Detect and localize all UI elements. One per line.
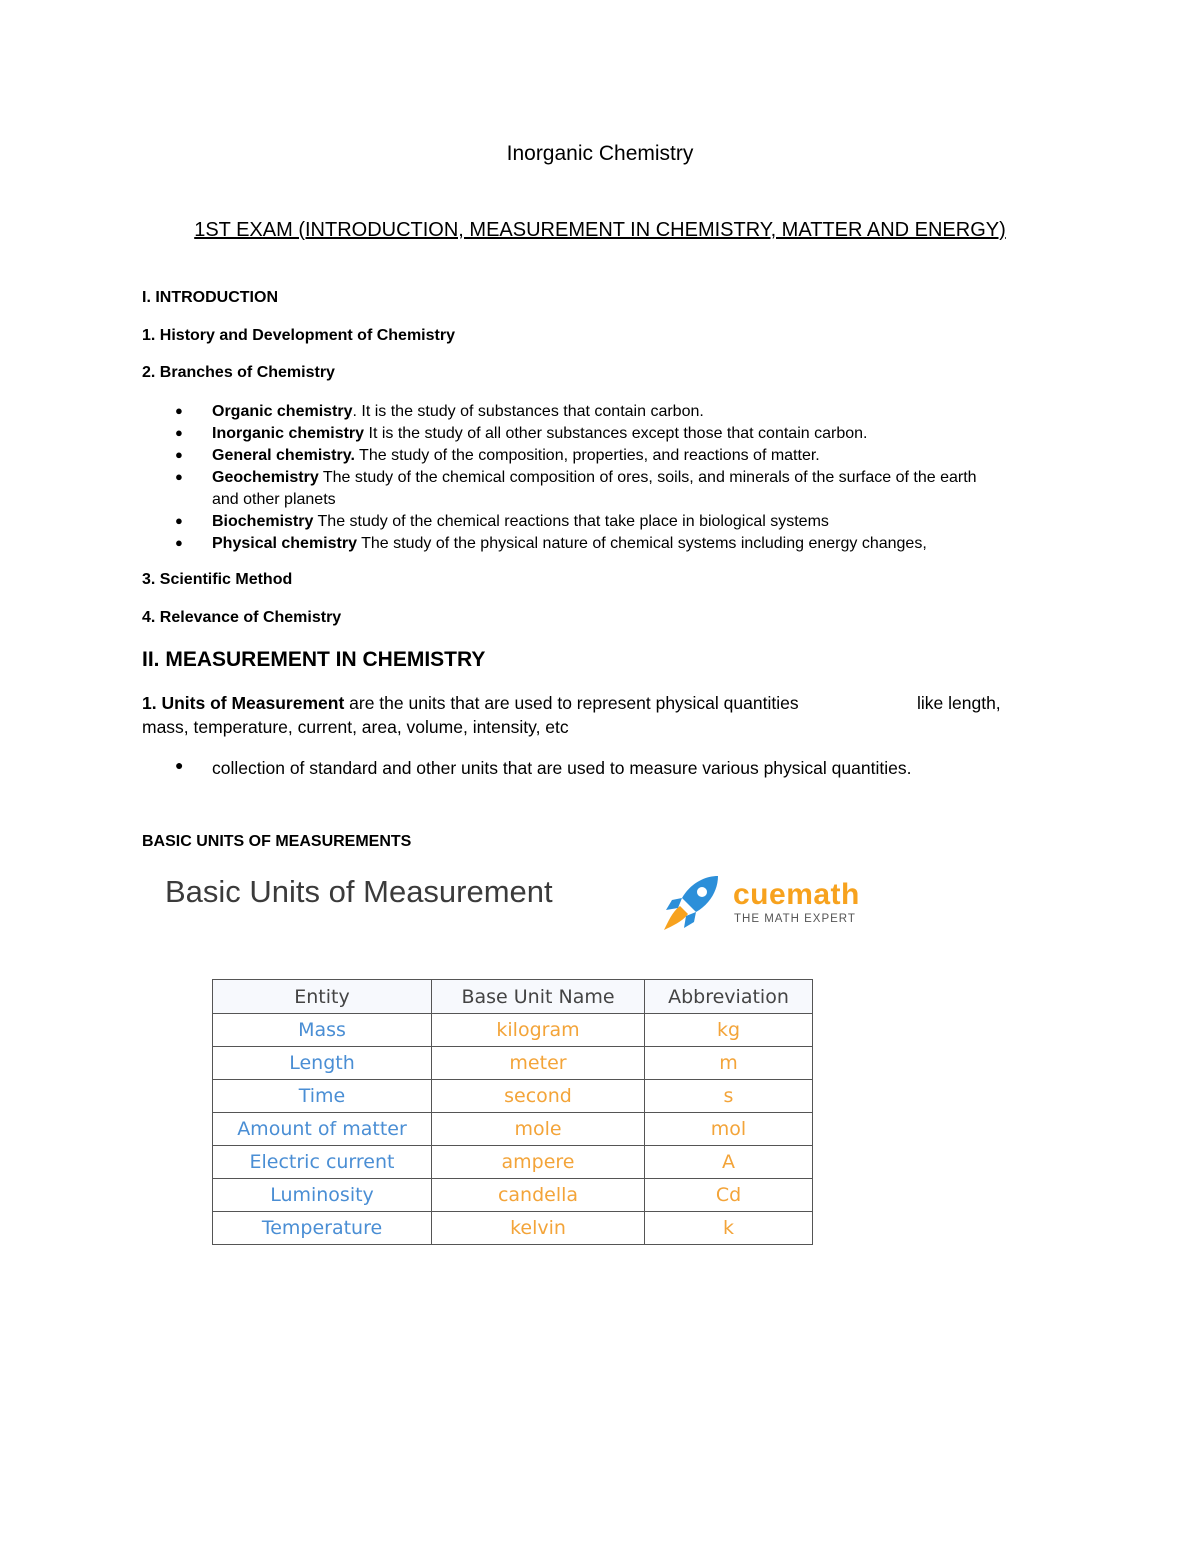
- branch-text: The study of the composition, properties, and reactions of matter.: [354, 447, 820, 464]
- entity-cell: Time: [213, 1080, 432, 1113]
- branch-term: Inorganic chemistry: [212, 425, 365, 442]
- branches-heading: 2. Branches of Chemistry: [142, 364, 335, 381]
- unit-name-cell: kelvin: [432, 1212, 645, 1245]
- branch-text: . It is the study of substances that contain carbon.: [352, 403, 704, 420]
- bullet-icon: ●: [175, 447, 183, 462]
- branch-term: Physical chemistry: [212, 535, 357, 552]
- units-paragraph-line2: mass, temperature, current, area, volume, intensity, etc: [142, 717, 569, 737]
- table-header: Entity: [213, 980, 432, 1014]
- basic-units-heading: BASIC UNITS OF MEASUREMENTS: [142, 833, 412, 850]
- entity-cell: Electric current: [213, 1146, 432, 1179]
- units-bullet-text: collection of standard and other units that are used to measure various physical quantities.: [212, 758, 912, 778]
- abbreviation-cell: s: [645, 1080, 813, 1113]
- relevance-heading: 4. Relevance of Chemistry: [142, 609, 342, 626]
- units-table: [212, 979, 813, 1245]
- table-header: Base Unit Name: [432, 980, 645, 1014]
- table-row: [213, 1179, 813, 1212]
- table-row: [213, 1014, 813, 1047]
- abbreviation-cell: mol: [645, 1113, 813, 1146]
- abbreviation-cell: Cd: [645, 1179, 813, 1212]
- branch-text-continued: and other planets: [212, 491, 336, 508]
- scientific-method-heading: 3. Scientific Method: [142, 571, 293, 588]
- branch-text: The study of the chemical reactions that take place in biological systems: [313, 513, 829, 530]
- branch-text: The study of the physical nature of chemical systems including energy changes,: [356, 535, 927, 552]
- branch-text: The study of the chemical composition of ores, soils, and minerals of the surface of the earth: [318, 469, 977, 486]
- units-paragraph-line1: [142, 691, 799, 715]
- unit-name-cell: mole: [432, 1113, 645, 1146]
- units-text: are the units that are used to represent physical quantities: [344, 693, 799, 713]
- brand-logo-text: cuemath: [733, 878, 860, 911]
- table-row: [213, 1212, 813, 1245]
- branch-term: Biochemistry: [212, 513, 314, 530]
- brand-tagline: THE MATH EXPERT: [734, 913, 856, 925]
- table-row: [213, 1080, 813, 1113]
- unit-name-cell: ampere: [432, 1146, 645, 1179]
- table-row: [213, 1146, 813, 1179]
- figure-title: Basic Units of Measurement: [165, 874, 553, 909]
- table-row: [213, 1047, 813, 1080]
- units-term: 1. Units of Measurement: [142, 693, 345, 713]
- branch-term: Geochemistry: [212, 469, 319, 486]
- section-measurement-heading: II. MEASUREMENT IN CHEMISTRY: [142, 648, 486, 671]
- bullet-icon: ●: [175, 425, 183, 440]
- entity-cell: Temperature: [213, 1212, 432, 1245]
- document-title: Inorganic Chemistry: [506, 142, 694, 165]
- entity-cell: Mass: [213, 1014, 432, 1047]
- table-header-row: [213, 980, 813, 1014]
- abbreviation-cell: k: [645, 1212, 813, 1245]
- section-introduction-heading: I. INTRODUCTION: [142, 289, 278, 306]
- unit-name-cell: second: [432, 1080, 645, 1113]
- history-heading: 1. History and Development of Chemistry: [142, 327, 455, 344]
- rocket-icon: [660, 872, 722, 934]
- branch-term: Organic chemistry: [212, 403, 353, 420]
- bullet-icon: ●: [175, 513, 183, 528]
- exam-heading: 1ST EXAM (INTRODUCTION, MEASUREMENT IN CHEMISTRY, MATTER AND ENERGY): [194, 219, 1006, 241]
- table-row: [213, 1113, 813, 1146]
- abbreviation-cell: m: [645, 1047, 813, 1080]
- unit-name-cell: candella: [432, 1179, 645, 1212]
- units-paragraph-cont: like length,: [917, 693, 1001, 713]
- entity-cell: Luminosity: [213, 1179, 432, 1212]
- branch-text: It is the study of all other substances except those that contain carbon.: [364, 425, 868, 442]
- branch-term: General chemistry.: [212, 447, 355, 464]
- bullet-icon: ●: [175, 403, 183, 418]
- unit-name-cell: kilogram: [432, 1014, 645, 1047]
- abbreviation-cell: A: [645, 1146, 813, 1179]
- bullet-icon: ●: [175, 469, 183, 484]
- entity-cell: Length: [213, 1047, 432, 1080]
- unit-name-cell: meter: [432, 1047, 645, 1080]
- bullet-icon: ●: [175, 757, 184, 773]
- table-header: Abbreviation: [645, 980, 813, 1014]
- entity-cell: Amount of matter: [213, 1113, 432, 1146]
- abbreviation-cell: kg: [645, 1014, 813, 1047]
- bullet-icon: ●: [175, 535, 183, 550]
